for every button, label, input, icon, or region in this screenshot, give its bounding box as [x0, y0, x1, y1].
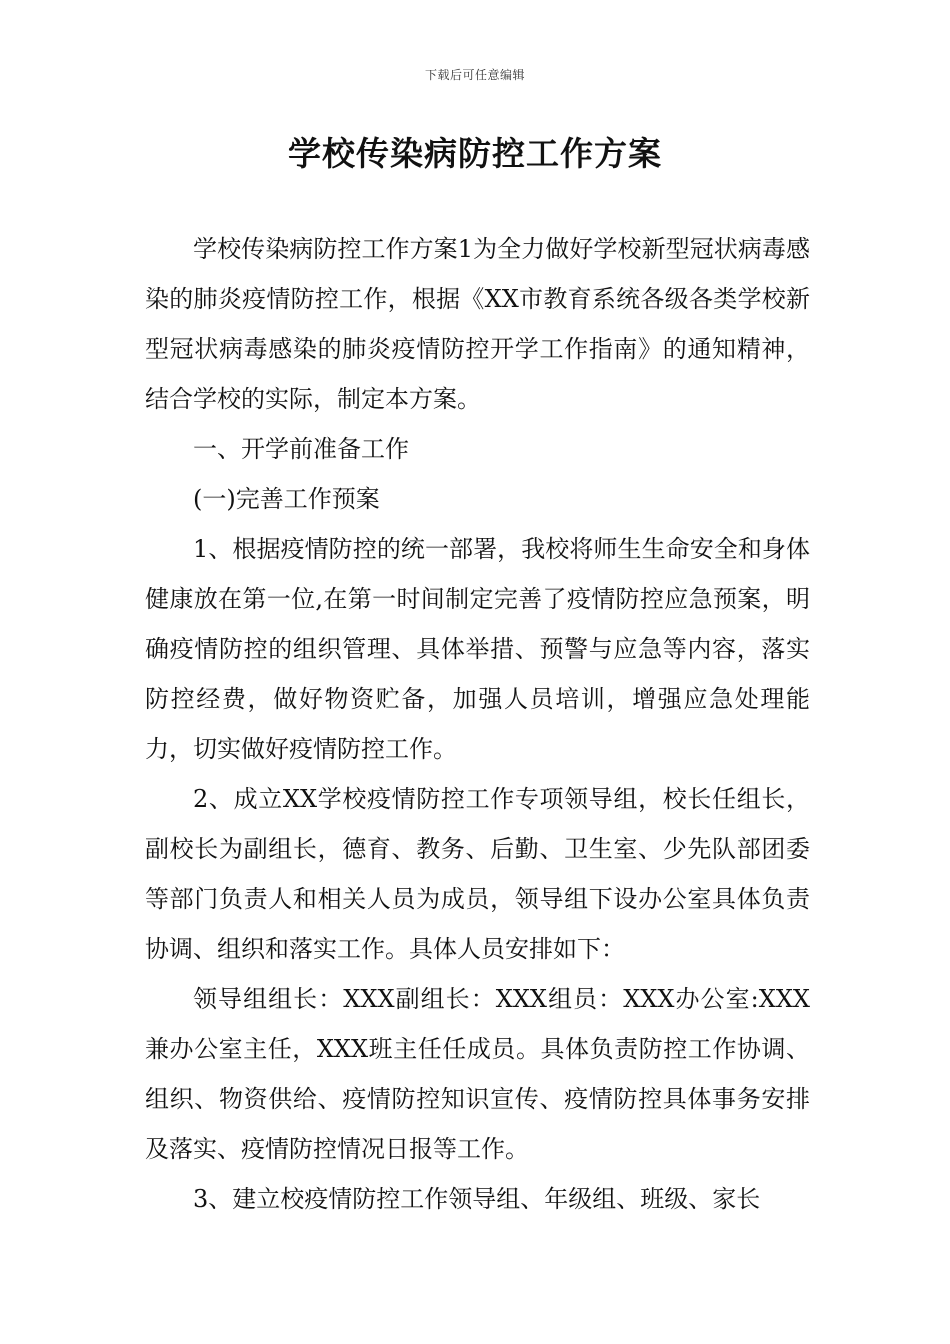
document-title: 学校传染病防控工作方案: [288, 134, 662, 173]
document-body: [145, 224, 810, 1224]
paragraph-item-3: 3、建立校疫情防控工作领导组、年级组、班级、家长: [193, 1185, 761, 1213]
header-note: 下载后可任意编辑: [424, 68, 525, 82]
paragraph-staff-list: 领导组组长：XXX副组长：XXX组员：XXX办公室:XXX兼办公室主任，XXX班主任任成员。具体负责防控工作协调、组织、物资供给、疫情防控知识宣传、疫情防控具体事务安排及落实、疫情防控情况日报等工作。: [145, 985, 810, 1163]
paragraph-item-2: 2、成立XX学校疫情防控工作专项领导组，校长任组长，副校长为副组长，德育、教务、后勤、卫生室、少先队部团委等部门负责人和相关人员为成员，领导组下设办公室具体负责协调、组织和落实工作。具体人员安排如下：: [145, 785, 810, 963]
section-heading-1: 一、开学前准备工作: [193, 435, 409, 463]
subsection-heading-1: (一)完善工作预案: [193, 485, 380, 513]
paragraph-item-1: 1、根据疫情防控的统一部署，我校将师生生命安全和身体健康放在第一位,在第一时间制定完善了疫情防控应急预案，明确疫情防控的组织管理、具体举措、预警与应急等内容，落实防控经费，做好物资贮备，加强人员培训，增强应急处理能力，切实做好疫情防控工作。: [145, 535, 810, 763]
paragraph-intro: 学校传染病防控工作方案1为全力做好学校新型冠状病毒感染的肺炎疫情防控工作，根据《XX市教育系统各级各类学校新型冠状病毒感染的肺炎疫情防控开学工作指南》的通知精神，结合学校的实际，制定本方案。: [145, 235, 810, 413]
